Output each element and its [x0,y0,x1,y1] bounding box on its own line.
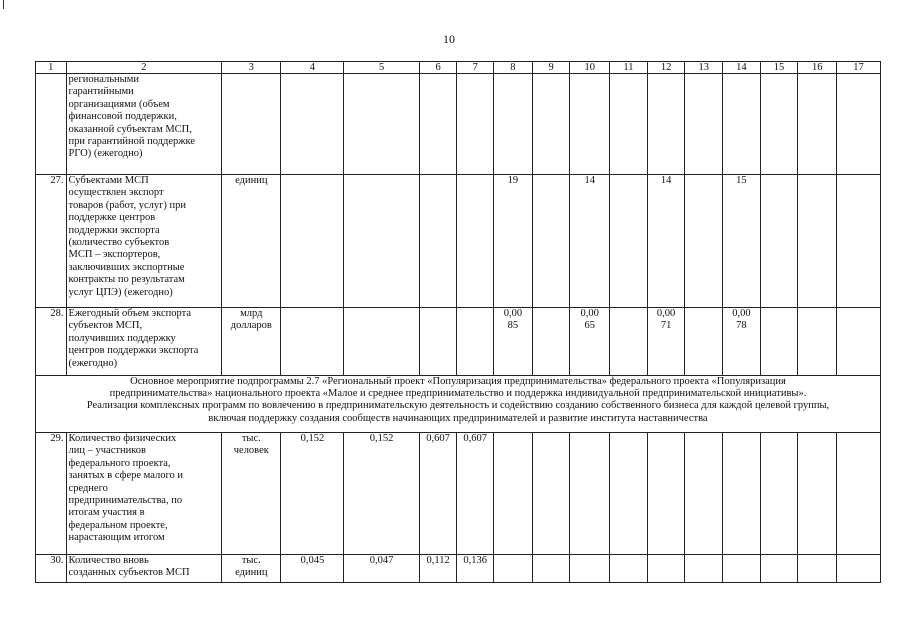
column-number-cell: 16 [798,62,837,74]
cell-line: 0,00 [580,308,599,319]
row-number [36,74,67,175]
value-cell [281,308,344,376]
value-cell [798,175,837,308]
indicators-table [35,61,881,583]
value-cell [610,175,648,308]
unit-cell [222,308,281,376]
unit-cell [222,433,281,555]
value-cell [419,74,457,175]
cell-line: 71 [660,320,672,332]
cell-line: предпринимательства» национального проекта «Малое и среднее предпринимательство и поддержка индивидуальной предпринимательской инициативы». [109,388,807,400]
value-cell [419,175,457,308]
section-row [36,376,881,433]
value-cell [837,175,881,308]
value-cell [610,555,648,583]
cell-line: единиц [235,567,268,579]
value-cell [685,74,723,175]
cell-line: РГО) (ежегодно) [68,148,143,160]
indicator-name [66,555,222,583]
cell-line: (ежегодно) [68,357,118,369]
value-cell [837,433,881,555]
value-cell [647,555,685,583]
crop-mark [3,0,4,9]
value-cell: 0,045 [281,555,344,583]
table-row [36,308,881,376]
cell-line: финансовой поддержки, [68,111,177,123]
value-cell [570,433,610,555]
value-cell [570,175,610,308]
cell-line: федерального проекта, [68,457,171,469]
cell-line: 0,00 [503,308,523,319]
cell-line: Количество вновь [68,555,149,566]
column-number-cell: 9 [532,62,570,74]
row-number: 29. [36,433,67,555]
column-number-cell: 3 [222,62,281,74]
value-cell [610,74,648,175]
table-row [36,74,881,175]
cell-line: федеральном проекте, [68,519,168,531]
column-number-cell: 14 [723,62,761,74]
value-cell [723,175,761,308]
value-cell [837,555,881,583]
column-number-cell: 13 [685,62,723,74]
column-number-cell: 11 [610,62,648,74]
value-cell: 0,607 [419,433,457,555]
value-cell [647,433,685,555]
value-cell [647,74,685,175]
cell-line: поддержки экспорта [68,224,160,236]
cell-line: Количество физических [68,433,177,444]
value-cell [610,308,648,376]
cell-line: оказанной субъектам МСП, [68,123,192,135]
cell-line: занятых в сфере малого и [68,470,184,482]
value-cell [570,555,610,583]
table-row [36,175,881,308]
value-cell: 0,112 [419,555,457,583]
header-row [36,62,881,74]
cell-line: гарантийными [68,86,134,98]
unit-cell [222,175,281,308]
cell-line: тыс. [241,555,261,566]
cell-line: контракты по результатам [68,274,185,286]
value-cell: 0,047 [344,555,419,583]
row-number: 28. [36,308,67,376]
section-heading [36,376,881,433]
cell-line: 15 [736,175,747,186]
value-cell [685,555,723,583]
row-number: 30. [36,555,67,583]
cell-line: (количество субъектов [68,237,170,249]
value-cell [419,308,457,376]
value-cell [494,175,533,308]
cell-line: единиц [235,175,268,186]
value-cell [837,308,881,376]
value-cell [685,175,723,308]
cell-line: 14 [660,175,672,186]
cell-line: Основное мероприятие подпрограммы 2.7 «Региональный проект «Популяризация предпринимательства» федерального проекта «Популяризация [130,376,786,387]
cell-line: 19 [507,175,519,186]
value-cell [281,74,344,175]
value-cell [532,74,570,175]
value-cell [532,433,570,555]
value-cell [798,555,837,583]
cell-line: 14 [584,175,595,186]
value-cell [723,433,761,555]
value-cell [798,433,837,555]
value-cell [798,74,837,175]
cell-line: субъектов МСП, [68,320,143,332]
value-cell: 0,607 [457,433,494,555]
cell-line: млрд [240,308,263,319]
value-cell [685,308,723,376]
row-number: 27. [36,175,67,308]
unit-cell [222,74,281,175]
column-number-cell: 5 [344,62,419,74]
value-cell [760,555,798,583]
value-cell [494,308,533,376]
value-cell [610,433,648,555]
page-number: 10 [443,32,455,46]
value-cell [760,308,798,376]
value-cell [685,433,723,555]
value-cell [457,175,494,308]
cell-line: итогам участия в [68,507,145,519]
value-cell [647,308,685,376]
column-number-cell: 8 [494,62,533,74]
cell-line: 0,00 [656,308,676,319]
cell-line: 78 [736,320,747,332]
value-cell [570,308,610,376]
indicator-name [66,433,222,555]
cell-line: созданных субъектов МСП [68,567,190,579]
cell-line: 65 [584,320,595,332]
value-cell [281,175,344,308]
value-cell: 0,152 [344,433,419,555]
indicator-name [66,308,222,376]
cell-line: центров поддержки экспорта [68,345,199,357]
value-cell [457,74,494,175]
cell-line: Субъектами МСП [68,175,149,186]
cell-line: услуг ЦПЭ) (ежегодно) [68,286,173,298]
cell-line: 0,00 [732,308,751,319]
cell-line: нарастающим итогом [68,532,165,544]
cell-line: получивших поддержку [68,332,176,344]
table-row [36,555,881,583]
cell-line: долларов [230,320,272,332]
cell-line: тыс. [241,433,261,444]
cell-line: человек [233,445,269,457]
cell-line: осуществлен экспорт [68,187,164,199]
value-cell [494,74,533,175]
column-number-cell: 4 [281,62,344,74]
value-cell [760,433,798,555]
cell-line: 85 [507,320,519,332]
value-cell [723,555,761,583]
table-row [36,433,881,555]
value-cell [344,74,419,175]
value-cell [344,175,419,308]
value-cell: 0,152 [281,433,344,555]
cell-line: Реализация комплексных программ по вовлечению в предпринимательскую деятельность и содействию созданию собственного бизнеса для каждой целевой группы, [86,400,830,412]
cell-line: товаров (работ, услуг) при [68,199,187,211]
value-cell [647,175,685,308]
cell-line: при гарантийной поддержке [68,136,195,148]
column-number-cell: 6 [419,62,457,74]
cell-line: заключивших экспортные [68,261,185,273]
column-number-cell: 15 [760,62,798,74]
cell-line: включая поддержку создания сообществ начинающих предпринимателей и развитие института наставничества [208,412,708,424]
value-cell [760,74,798,175]
cell-line: МСП – экспортеров, [68,249,161,261]
column-number-cell: 12 [647,62,685,74]
column-number-cell: 1 [36,62,67,74]
value-cell [798,308,837,376]
value-cell [760,175,798,308]
value-cell [837,74,881,175]
value-cell [532,308,570,376]
value-cell [723,74,761,175]
column-number-cell: 7 [457,62,494,74]
column-number-cell: 10 [570,62,610,74]
value-cell [457,308,494,376]
value-cell [723,308,761,376]
value-cell [532,555,570,583]
cell-line: среднего [68,482,108,494]
cell-line: предпринимательства, по [68,495,183,507]
value-cell: 0,136 [457,555,494,583]
cell-line: поддержке центров [68,212,156,224]
unit-cell [222,555,281,583]
value-cell [494,555,533,583]
value-cell [532,175,570,308]
column-number-cell: 17 [837,62,881,74]
value-cell [344,308,419,376]
cell-line: Ежегодный объем экспорта [68,308,192,319]
column-number-cell: 2 [66,62,222,74]
value-cell [494,433,533,555]
value-cell [570,74,610,175]
cell-line: региональными [68,74,139,85]
indicator-name [66,175,222,308]
indicator-name [66,74,222,175]
cell-line: лиц – участников [68,445,146,457]
cell-line: организациями (объем [68,98,170,110]
